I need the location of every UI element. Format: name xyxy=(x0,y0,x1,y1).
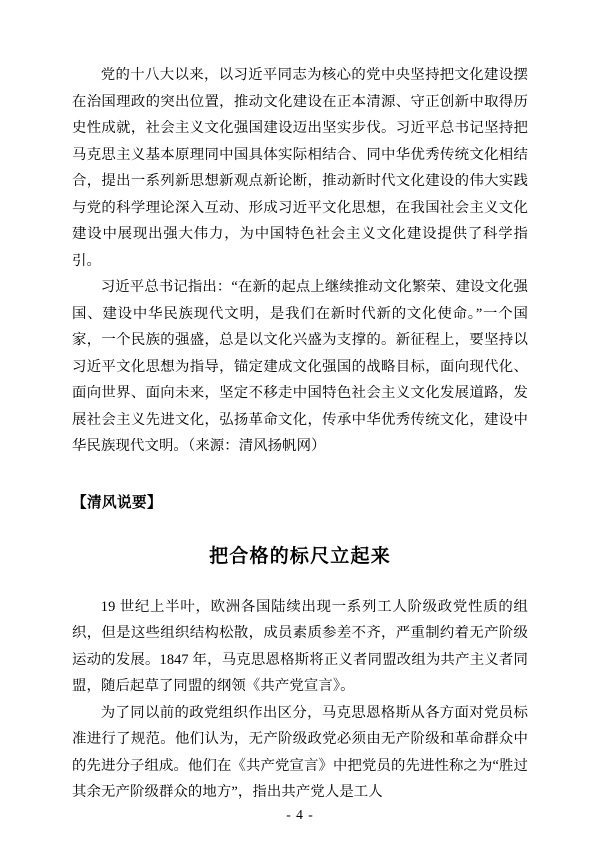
page-number: - 4 - xyxy=(286,807,314,822)
paragraph-1: 党的十八大以来，以习近平同志为核心的党中央坚持把文化建设摆在治国理政的突出位置，推动文化建设在正本清源、守正创新中取得历史性成就，社会主义文化强国建设迈出坚实步伐。习近平总书记坚持把马克思主义基本原理同中国具体实际相结合、同中华优秀传统文化相结合，提出一系列新思想新观点新论断，推动新时代文化建设的伟大实践与党的科学理论深入互动、形成习近平文化思想，在我国社会主义文化建设中展现出强大伟力，为中国特色社会主义文化建设提供了科学指引。 xyxy=(72,67,528,269)
article-paragraph-2: 为了同以前的政党组织作出区分，马克思恩格斯从各方面对党员标准进行了规范。他们认为，无产阶级政党必须由无产阶级和革命群众中的先进分子组成。他们在《共产党宣言》中把党员的先进性称之为“胜过其余无产阶级群众的地方”，指出共产党人是工人 xyxy=(72,704,528,800)
paragraph-2: 习近平总书记指出：“在新的起点上继续推动文化繁荣、建设文化强国、建设中华民族现代文明，是我们在新时代新的文化使命。”一个国家，一个民族的强盛，总是以文化兴盛为支撑的。新征程上，要坚持以习近平文化思想为指导，锚定建成文化强国的战略目标，面向现代化、面向世界、面向未来，坚定不移走中国特色社会主义文化发展道路，发展社会主义先进文化，弘扬革命文化，传承中华优秀传统文化，建设中华民族现代文明。（来源：清风扬帆网） xyxy=(72,279,528,454)
section-tag: 【清风说要】 xyxy=(72,494,162,511)
article-paragraph-1: 19 世纪上半叶，欧洲各国陆续出现一系列工人阶级政党性质的组织，但是这些组织结构松散，成员素质参差不齐，严重制约着无产阶级运动的发展。1847 年，马克思恩格斯将正义者同盟改组为共产主义者同盟，随后起草了同盟的纲领《共产党宣言》。 xyxy=(72,598,528,694)
article-title: 把合格的标尺立起来 xyxy=(209,545,391,567)
